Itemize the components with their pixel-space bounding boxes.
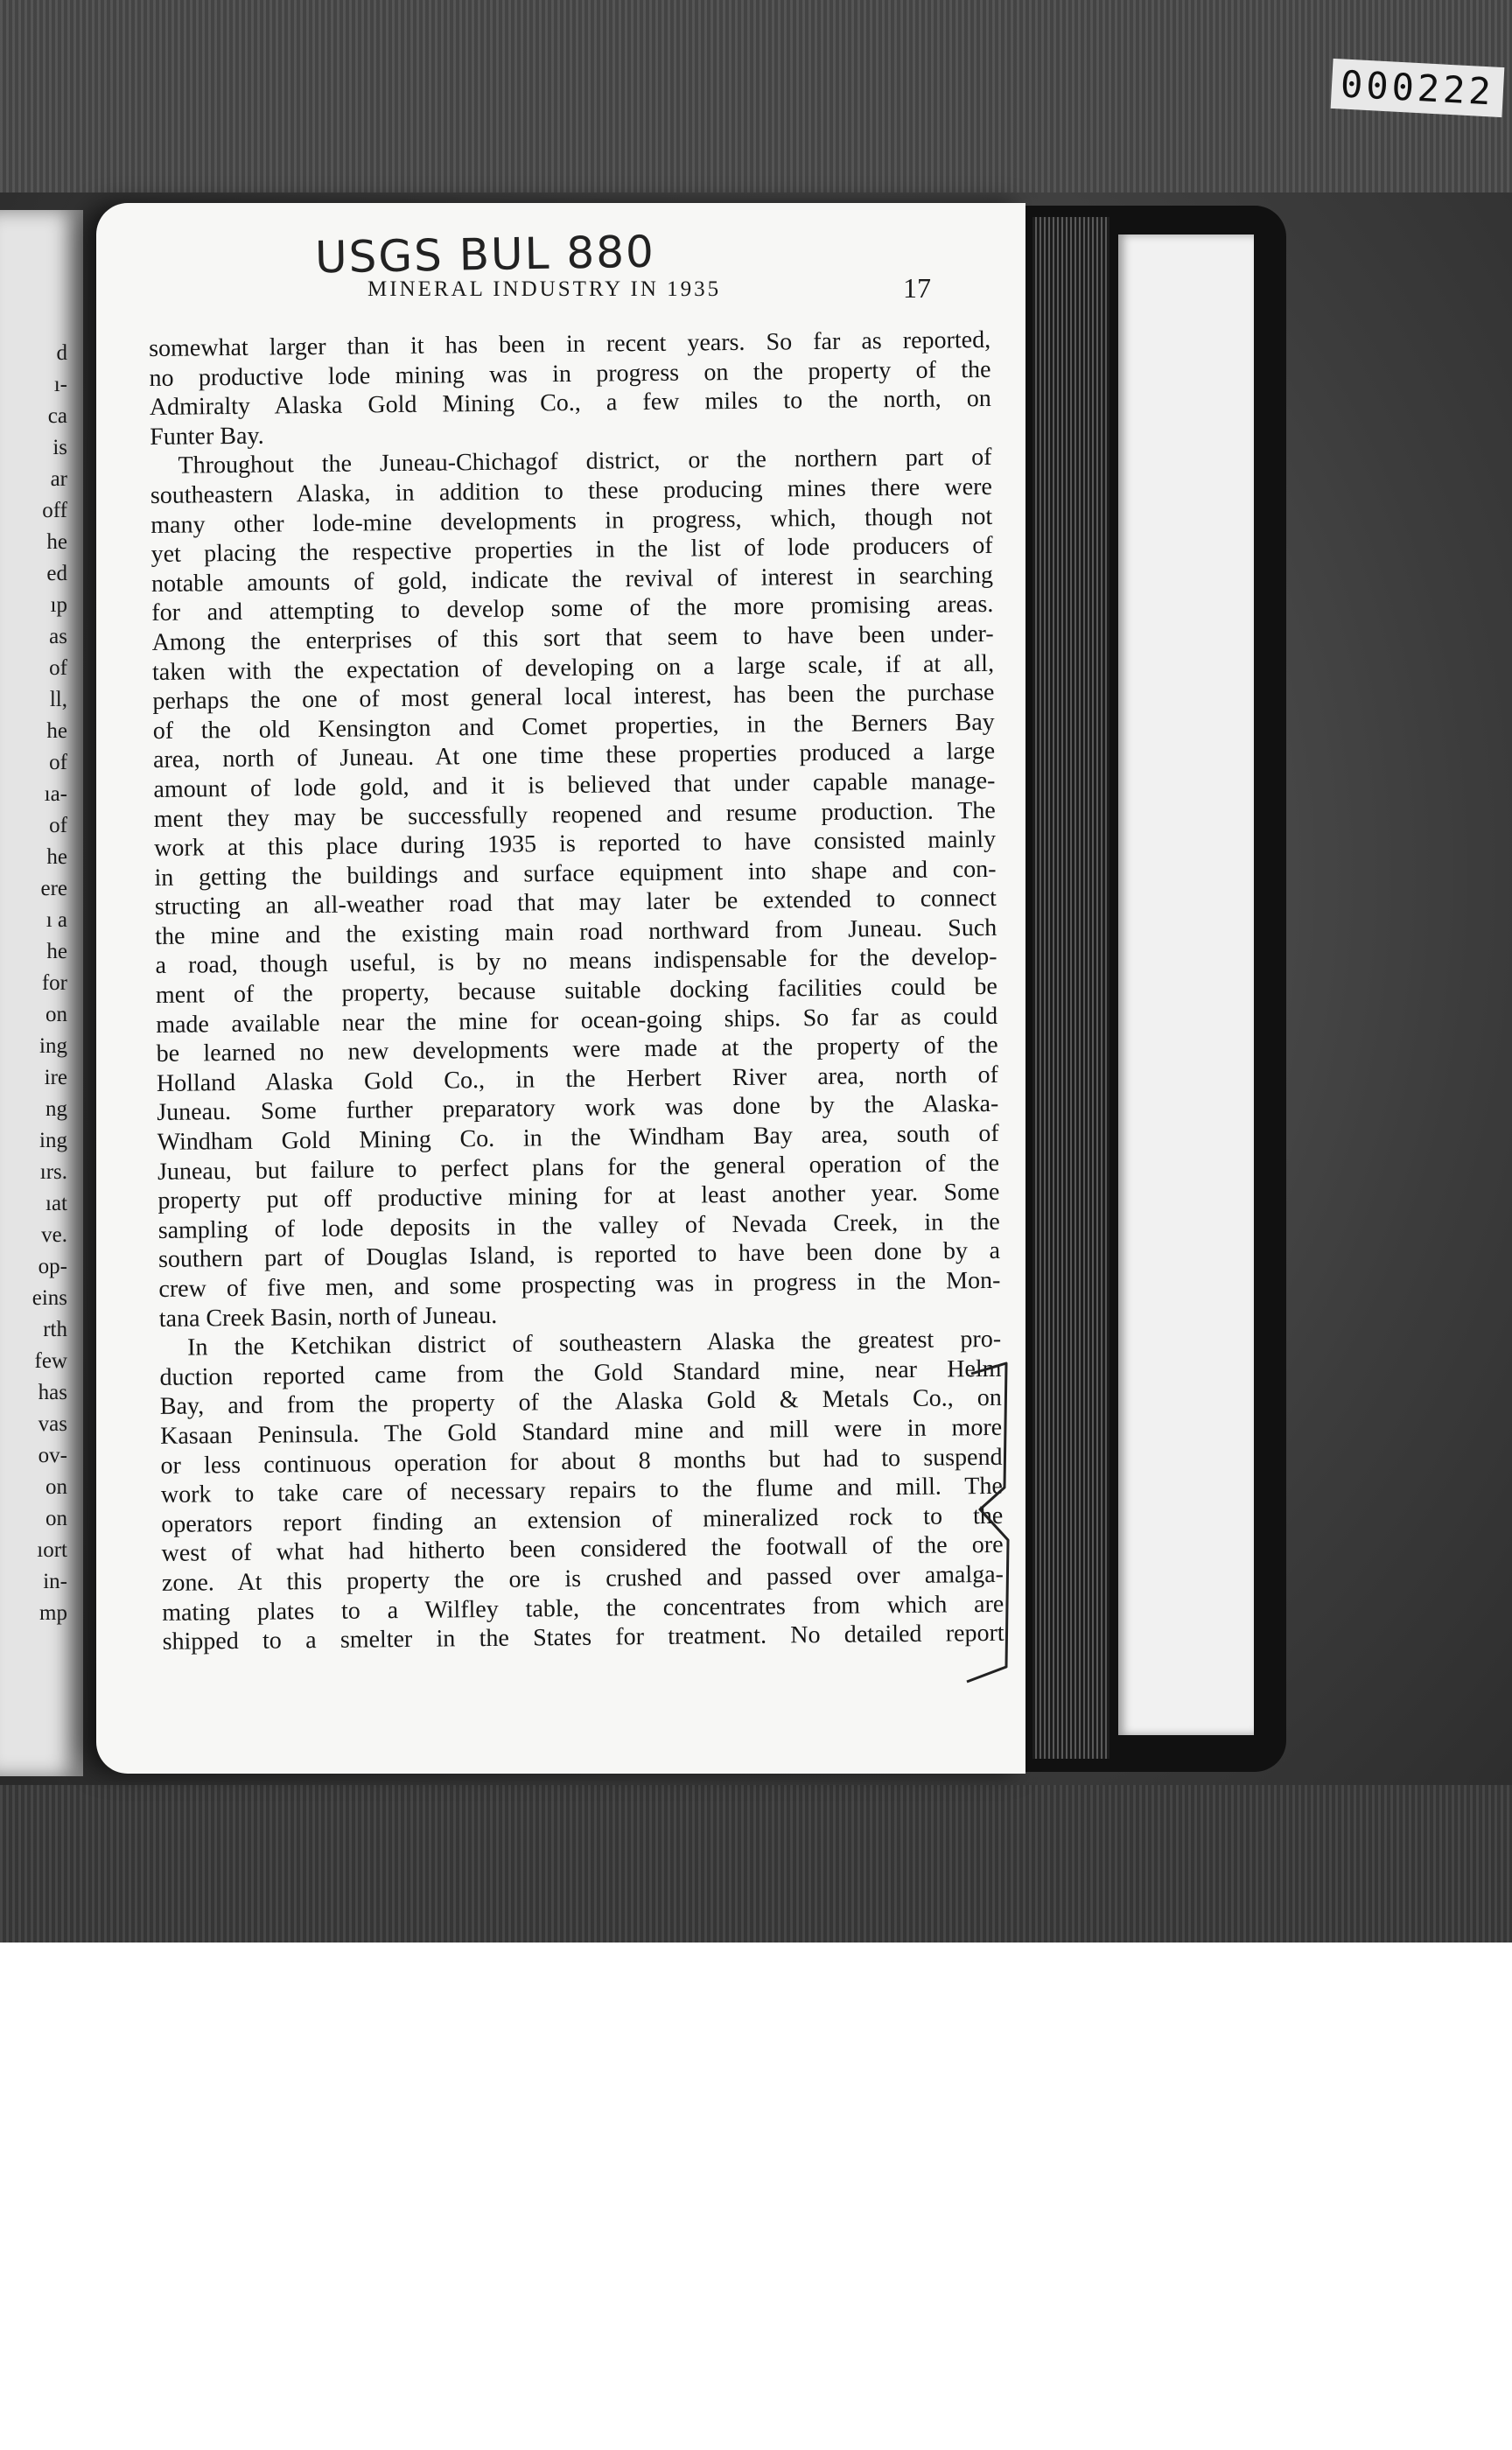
text-line: be learned no new developments were made at the property of the — [156, 1032, 998, 1068]
running-head — [96, 272, 1026, 312]
text-line: perhaps the one of most general local interest, has been the purchase — [152, 679, 995, 716]
left-page-fragment: he — [46, 940, 67, 963]
text-line: operators report finding an extension of mineralized rock to the — [161, 1502, 1004, 1538]
running-title: MINERAL INDUSTRY IN 1935 — [368, 277, 722, 301]
handwritten-annotation: USGS BUL 880 — [314, 226, 656, 284]
scan-bottom-shadow — [0, 1785, 1512, 1942]
text-line: for and attempting to develop some of the more promising areas. — [151, 591, 994, 627]
left-page-fragment: ve. — [41, 1223, 67, 1247]
text-line: many other lode-mine developments in progress, which, though not — [150, 502, 993, 539]
left-page-fragment: op- — [38, 1255, 67, 1278]
text-line: ment they may be successfully reopened and resume production. The — [153, 796, 996, 833]
scan-top-shadow — [0, 0, 1512, 192]
left-page-fragment: ıa- — [44, 782, 67, 806]
left-page-fragment: ll, — [49, 688, 67, 711]
text-line: notable amounts of gold, indicate the revival of interest in searching — [150, 561, 994, 598]
left-page-fragment: ırs. — [39, 1160, 67, 1184]
left-page-fragment: ire — [44, 1066, 67, 1089]
page-number: 17 — [903, 272, 931, 304]
text-line: zone. At this property the ore is crushed and passed over amalga- — [161, 1560, 1004, 1597]
left-page-fragment: vas — [38, 1412, 67, 1436]
left-page-fragment: he — [46, 719, 67, 743]
text-line: southeastern Alaska, in addition to these producing mines there were — [150, 472, 993, 509]
left-page-fragment: ing — [39, 1034, 67, 1058]
left-page-edge — [0, 210, 83, 1776]
text-line: Among the enterprises of this sort that seem to have been under- — [151, 620, 994, 656]
text-line: somewhat larger than it has been in recent years. So far as reported, — [149, 326, 991, 362]
left-page-fragment: off — [42, 499, 67, 522]
left-page-fragment: in- — [43, 1570, 67, 1593]
left-page-fragment: ov- — [38, 1444, 67, 1467]
text-line: southern part of Douglas Island, is reported to have been done by a — [158, 1237, 1001, 1274]
left-page-fragment: of — [49, 814, 67, 837]
left-page-fragment: of — [49, 751, 67, 774]
left-page-fragment: few — [34, 1349, 67, 1373]
left-page-fragment: on — [46, 1003, 67, 1026]
left-page-fragment: is — [52, 436, 67, 459]
text-line: crew of five men, and some prospecting was in progress in the Mon- — [158, 1266, 1001, 1303]
text-line: Holland Alaska Gold Co., in the Herbert River area, north of — [156, 1060, 999, 1097]
left-page-fragment: for — [41, 971, 67, 995]
left-page-fragment: ca — [47, 404, 67, 428]
text-line: no productive lode mining was in progress on the property of the — [149, 355, 991, 392]
text-line: mating plates to a Wilfley table, the concentrates from which are — [162, 1590, 1004, 1627]
text-line: yet placing the respective properties in the list of lode producers of — [150, 532, 993, 569]
text-line: Windham Gold Mining Co. in the Windham Bay area, south of — [157, 1119, 999, 1156]
left-page-fragment: rth — [43, 1318, 67, 1341]
text-line: structing an all-weather road that may later be extended to connect — [154, 885, 997, 921]
left-page-fragment: ere — [40, 877, 67, 900]
text-line: Juneau, but failure to perfect plans for the general operation of the — [157, 1149, 1000, 1186]
text-line: taken with the expectation of developing on a large scale, if at all, — [151, 649, 995, 686]
left-page-fragment: he — [46, 530, 67, 554]
text-line: tana Creek Basin, north of Juneau. — [158, 1301, 498, 1333]
left-page-fragment: eins — [32, 1286, 67, 1310]
left-page-fragment: of — [49, 656, 67, 680]
text-line: work at this place during 1935 is reported to have consisted mainly — [153, 825, 997, 863]
book-page — [96, 203, 1026, 1774]
text-line: a road, though useful, is by no means indispensable for the develop- — [155, 943, 998, 980]
text-line: of the old Kensington and Comet properties, in the Berners Bay — [152, 708, 995, 745]
text-line: Funter Bay. — [150, 422, 264, 451]
body-text — [149, 326, 1004, 1657]
left-page-fragment: he — [46, 845, 67, 869]
text-line: In the Ketchikan district of southeastern Alaska the greatest pro- — [186, 1326, 1002, 1362]
text-line: amount of lode gold, and it is believed that under capable manage- — [153, 766, 996, 803]
text-line: sampling of lode deposits in the valley of Nevada Creek, in the — [158, 1208, 1000, 1244]
left-page-fragment: d — [56, 341, 67, 365]
text-line: Bay, and from the property of the Alaska Gold & Metals Co., on — [159, 1384, 1002, 1421]
inserted-sheet — [1118, 234, 1254, 1735]
margin-bracket-mark — [954, 1356, 1024, 1689]
text-line: in getting the buildings and surface equipment into shape and con- — [154, 855, 997, 892]
left-page-fragment: as — [49, 625, 67, 648]
left-page-fragment: ed — [46, 562, 67, 585]
text-line: ment of the property, because suitable docking facilities could be — [155, 972, 998, 1010]
text-line: the mine and the existing main road northward from Juneau. Such — [155, 914, 998, 950]
text-line: west of what had hitherto been considered the footwall of the ore — [161, 1531, 1004, 1568]
left-page-fragment: ing — [39, 1129, 67, 1152]
text-line: or less continuous operation for about 8 months but had to suspend — [160, 1443, 1003, 1480]
text-line: shipped to a smelter in the States for treatment. No detailed report — [162, 1619, 1004, 1656]
text-line: work to take care of necessary repairs to the flume and mill. The — [160, 1473, 1004, 1509]
scan-number: 000222 — [1331, 59, 1504, 117]
left-page-fragment: on — [46, 1475, 67, 1499]
left-page-fragment: ı a — [46, 908, 67, 932]
left-page-fragment: ı- — [53, 373, 67, 396]
left-page-fragment: ng — [46, 1097, 67, 1121]
text-line: Kasaan Peninsula. The Gold Standard mine and mill were in more — [160, 1413, 1003, 1450]
left-page-fragment: ar — [50, 467, 67, 491]
text-line: duction reported came from the Gold Standard mine, near Helm — [159, 1354, 1002, 1391]
left-page-fragment: ıat — [46, 1192, 67, 1215]
left-page-fragment: ıp — [50, 593, 67, 617]
text-line: Admiralty Alaska Gold Mining Co., a few miles to the north, on — [149, 385, 991, 422]
text-line: made available near the mine for ocean-going ships. So far as could — [156, 1002, 998, 1039]
text-line: area, north of Juneau. At one time these properties produced a large — [152, 738, 996, 774]
text-line: Throughout the Juneau-Chichagof district, or the northern part of — [178, 444, 992, 480]
left-page-fragment: on — [46, 1507, 67, 1530]
page-stack — [1032, 217, 1110, 1759]
left-page-fragment: has — [38, 1381, 67, 1404]
left-page-fragment: mp — [39, 1601, 67, 1625]
text-line: property put off productive mining for at least another year. Some — [158, 1179, 1000, 1215]
left-page-fragment: ıort — [37, 1538, 67, 1562]
text-line: Juneau. Some further preparatory work was done by the Alaska- — [157, 1090, 999, 1127]
